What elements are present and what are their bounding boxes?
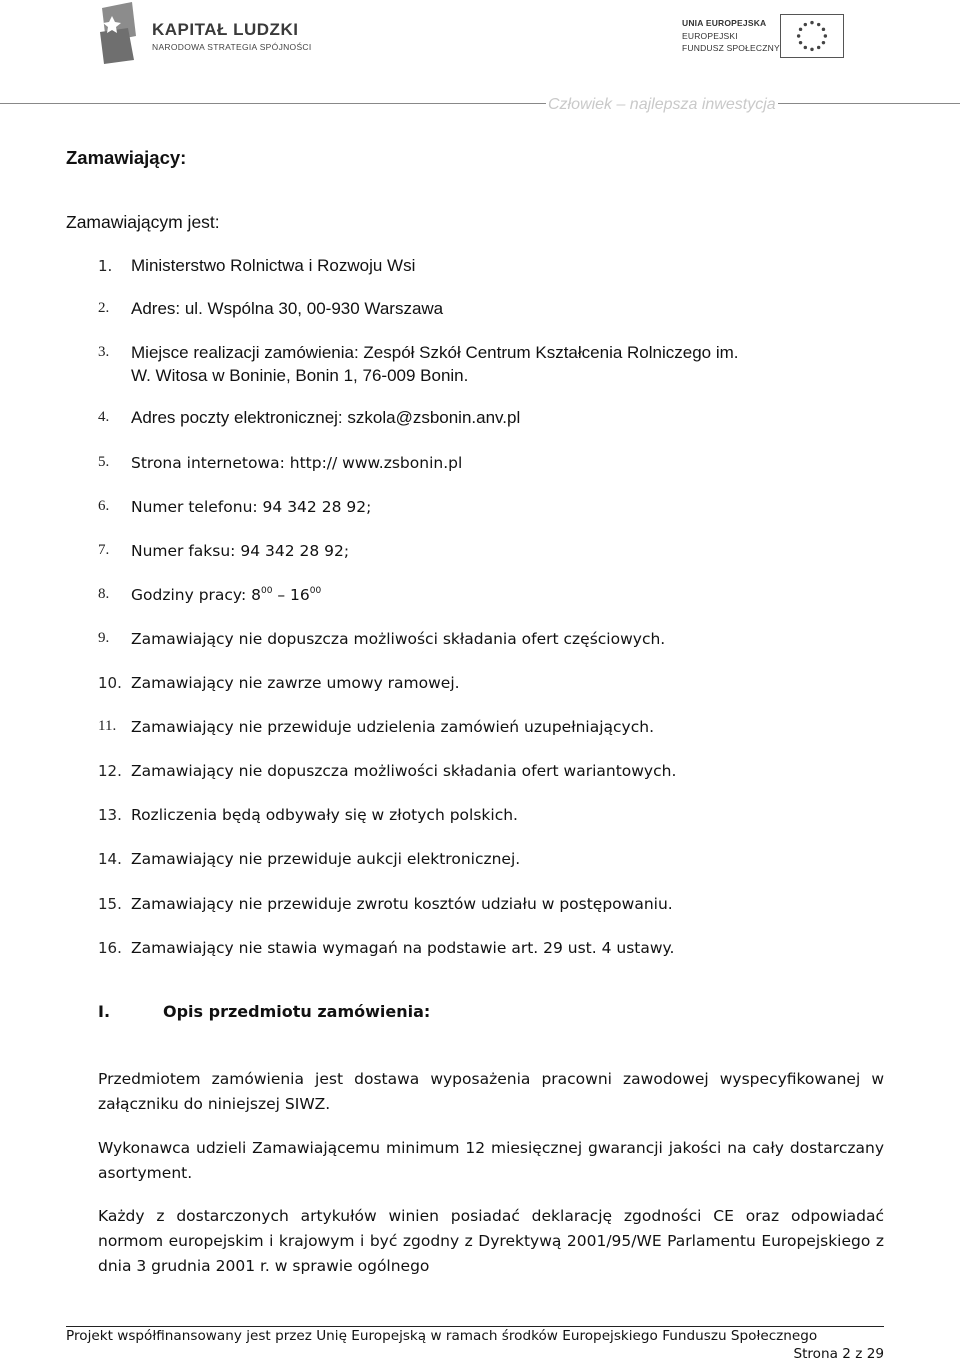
list-item-number: 7. [98, 542, 110, 558]
list-item-text: Zamawiający nie dopuszcza możliwości składania ofert częściowych. [131, 630, 666, 648]
footer-text: Projekt współfinansowany jest przez Unię Europejską w ramach środków Europejskiego Funduszu Społecznego [66, 1328, 818, 1344]
list-item-number: 6. [98, 498, 110, 514]
list-item-text: Adres poczty elektronicznej: szkola@zsbonin.anv.pl [131, 408, 521, 427]
list-item-text: Zamawiający nie zawrze umowy ramowej. [131, 674, 460, 692]
list-item-number: 13. [98, 806, 122, 824]
intro-text: Zamawiającym jest: [66, 212, 220, 232]
footer-divider [66, 1326, 884, 1327]
header-divider [0, 103, 960, 104]
list-item [0, 586, 960, 610]
list-item [0, 300, 960, 324]
logo-title: KAPITAŁ LUDZKI [152, 20, 299, 39]
list-item-text: Zamawiający nie stawia wymagań na podstawie art. 29 ust. 4 ustawy. [131, 939, 675, 957]
list-item [0, 498, 960, 522]
eu-logo [682, 14, 847, 62]
list-item-text: Numer faksu: 94 342 28 92; [131, 542, 350, 560]
list-item-text [131, 586, 321, 604]
eu-line-2: EUROPEJSKI [682, 31, 738, 41]
list-item-number: 10. [98, 674, 122, 692]
list-item-number: 12. [98, 762, 122, 780]
list-item-number: 15. [98, 895, 122, 913]
list-item-number: 3. [98, 344, 110, 360]
list-item-text: Ministerstwo Rolnictwa i Rozwoju Wsi [131, 256, 416, 275]
list-item-text-continued: W. Witosa w Boninie, Bonin 1, 76-009 Bonin. [131, 366, 469, 385]
list-item-text: Zamawiający nie przewiduje zwrotu kosztów udziału w postępowaniu. [131, 895, 673, 913]
list-item-number: 5. [98, 454, 110, 470]
section-paragraph: Przedmiotem zamówienia jest dostawa wyposażenia pracowni zawodowej wyspecyfikowanej w załączniku do niniejszej SIWZ. [98, 1070, 884, 1113]
list-item-number: 11. [98, 718, 117, 734]
hours-from-minutes: 00 [261, 586, 273, 596]
list-item-number: 4. [98, 409, 110, 425]
list-item-text: Zamawiający nie przewiduje aukcji elektronicznej. [131, 850, 521, 868]
kapital-ludzki-logo [98, 2, 312, 64]
list-item-number: 16. [98, 939, 122, 957]
list-item-number: 2. [98, 300, 110, 316]
list-item-text: Zamawiający nie przewiduje udzielenia zamówień uzupełniających. [131, 718, 655, 736]
list-item-text: Rozliczenia będą odbywały się w złotych polskich. [131, 806, 518, 824]
list-item-number: 8. [98, 586, 110, 602]
list-item [0, 718, 960, 742]
list-item-text: Numer telefonu: 94 342 28 92; [131, 498, 372, 516]
list-item-number: 1. [98, 257, 113, 275]
section-paragraph: Każdy z dostarczonych artykułów winien posiadać deklarację zgodności CE oraz odpowiadać normom europejskim i krajowym i być zgodny z Dyrektywą 2001/95/WE Parlamentu Europejskiego z dnia 3 grudnia 2001 r. w sprawie ogólnego [98, 1207, 884, 1275]
page-number: Strona 2 z 29 [793, 1346, 884, 1362]
list-item-text: Adres: ul. Wspólna 30, 00-930 Warszawa [131, 299, 444, 318]
list-item-number: 9. [98, 630, 110, 646]
hours-from: Godziny pracy: 8 [131, 586, 261, 604]
eu-flag-icon [780, 14, 844, 58]
list-item-text: Strona internetowa: http:// www.zsbonin.pl [131, 454, 463, 472]
section-title: Opis przedmiotu zamówienia: [163, 1002, 431, 1021]
section-paragraph: Wykonawca udzieli Zamawiającemu minimum 12 miesięcznej gwarancji jakości na cały dostarczany asortyment. [98, 1139, 884, 1182]
logo-subtitle: NARODOWA STRATEGIA SPÓJNOŚCI [152, 42, 312, 52]
hours-to: – 16 [272, 586, 310, 604]
list-item [0, 454, 960, 478]
section-number: I. [98, 1002, 111, 1021]
list-item [0, 895, 960, 919]
slogan: Człowiek – najlepsza inwestycja [548, 96, 776, 113]
list-item [0, 762, 960, 786]
list-item [0, 257, 960, 281]
list-item [0, 409, 960, 433]
list-item-number: 14. [98, 850, 122, 868]
list-item [0, 850, 960, 874]
list-item-text: Zamawiający nie dopuszcza możliwości składania ofert wariantowych. [131, 762, 677, 780]
eu-line-3: FUNDUSZ SPOŁECZNY [682, 43, 780, 53]
hours-to-minutes: 00 [309, 586, 322, 596]
page-heading: Zamawiający: [66, 147, 187, 168]
list-item [0, 542, 960, 566]
list-item [0, 344, 960, 390]
list-item [0, 806, 960, 830]
eu-line-1: UNIA EUROPEJSKA [682, 18, 767, 28]
kapital-ludzki-flag-icon [98, 2, 138, 64]
list-item-text: Miejsce realizacji zamówienia: Zespół Szkół Centrum Kształcenia Rolniczego im. [131, 343, 739, 362]
list-item [0, 674, 960, 698]
list-item [0, 630, 960, 654]
list-item [0, 939, 960, 963]
